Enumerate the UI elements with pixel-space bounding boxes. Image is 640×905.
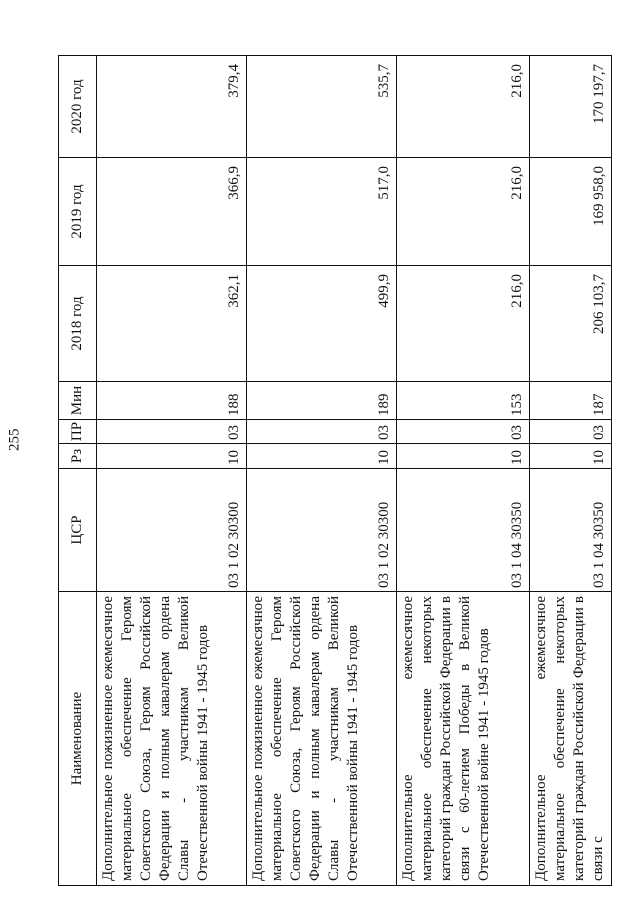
row-2018: 362,1	[97, 266, 247, 382]
row-2020: 216,0	[397, 56, 530, 158]
row-name: Дополнительное ежемесячное материальное обеспечение некоторых категорий граждан Российской Федерации в связи с	[530, 592, 612, 886]
row-rz: 10	[397, 444, 530, 469]
row-2018: 206 103,7	[530, 266, 612, 382]
row-2018: 499,9	[247, 266, 397, 382]
row-2020: 535,7	[247, 56, 397, 158]
row-min: 153	[397, 382, 530, 420]
header-2019: 2019 год	[59, 158, 97, 266]
budget-table	[58, 55, 612, 886]
row-name: Дополнительное ежемесячное материальное обеспечение некоторых категорий граждан Российской Федерации в связи с 60-летием Победы в Великой Отечественной войне 1941 - 1945 годов	[397, 592, 530, 886]
row-csr: 03 1 04 30350	[397, 469, 530, 592]
row-pr: 03	[530, 420, 612, 444]
table-row	[97, 56, 247, 886]
row-name: Дополнительное пожизненное ежемесячное материальное обеспечение Героям Советского Союза, Героям Российской Федерации и полным кавалерам ордена Славы - участникам Великой Отечественной войны 1941 - 1945 годов	[247, 592, 397, 886]
row-min: 188	[97, 382, 247, 420]
row-rz: 10	[247, 444, 397, 469]
table-row	[530, 56, 612, 886]
header-pr: ПР	[59, 420, 97, 444]
row-2019: 216,0	[397, 158, 530, 266]
page-number: 255	[6, 428, 23, 452]
header-rz: Рз	[59, 444, 97, 469]
row-rz: 10	[530, 444, 612, 469]
row-2019: 366,9	[97, 158, 247, 266]
header-row	[59, 56, 97, 886]
header-csr: ЦСР	[59, 469, 97, 592]
row-min: 187	[530, 382, 612, 420]
row-2020: 170 197,7	[530, 56, 612, 158]
row-pr: 03	[97, 420, 247, 444]
row-csr: 03 1 04 30350	[530, 469, 612, 592]
row-name: Дополнительное пожизненное ежемесячное материальное обеспечение Героям Советского Союза, Героям Российской Федерации и полным кавалерам ордена Славы - участникам Великой Отечественной войны 1941 - 1945 годов	[97, 592, 247, 886]
table-row	[247, 56, 397, 886]
row-2019: 169 958,0	[530, 158, 612, 266]
row-pr: 03	[397, 420, 530, 444]
row-csr: 03 1 02 30300	[247, 469, 397, 592]
table-row	[397, 56, 530, 886]
row-pr: 03	[247, 420, 397, 444]
budget-table-sheet	[58, 56, 610, 886]
row-2019: 517,0	[247, 158, 397, 266]
row-2020: 379,4	[97, 56, 247, 158]
header-min: Мин	[59, 382, 97, 420]
row-2018: 216,0	[397, 266, 530, 382]
row-rz: 10	[97, 444, 247, 469]
row-csr: 03 1 02 30300	[97, 469, 247, 592]
row-min: 189	[247, 382, 397, 420]
header-2018: 2018 год	[59, 266, 97, 382]
header-name: Наименование	[59, 592, 97, 886]
header-2020: 2020 год	[59, 56, 97, 158]
